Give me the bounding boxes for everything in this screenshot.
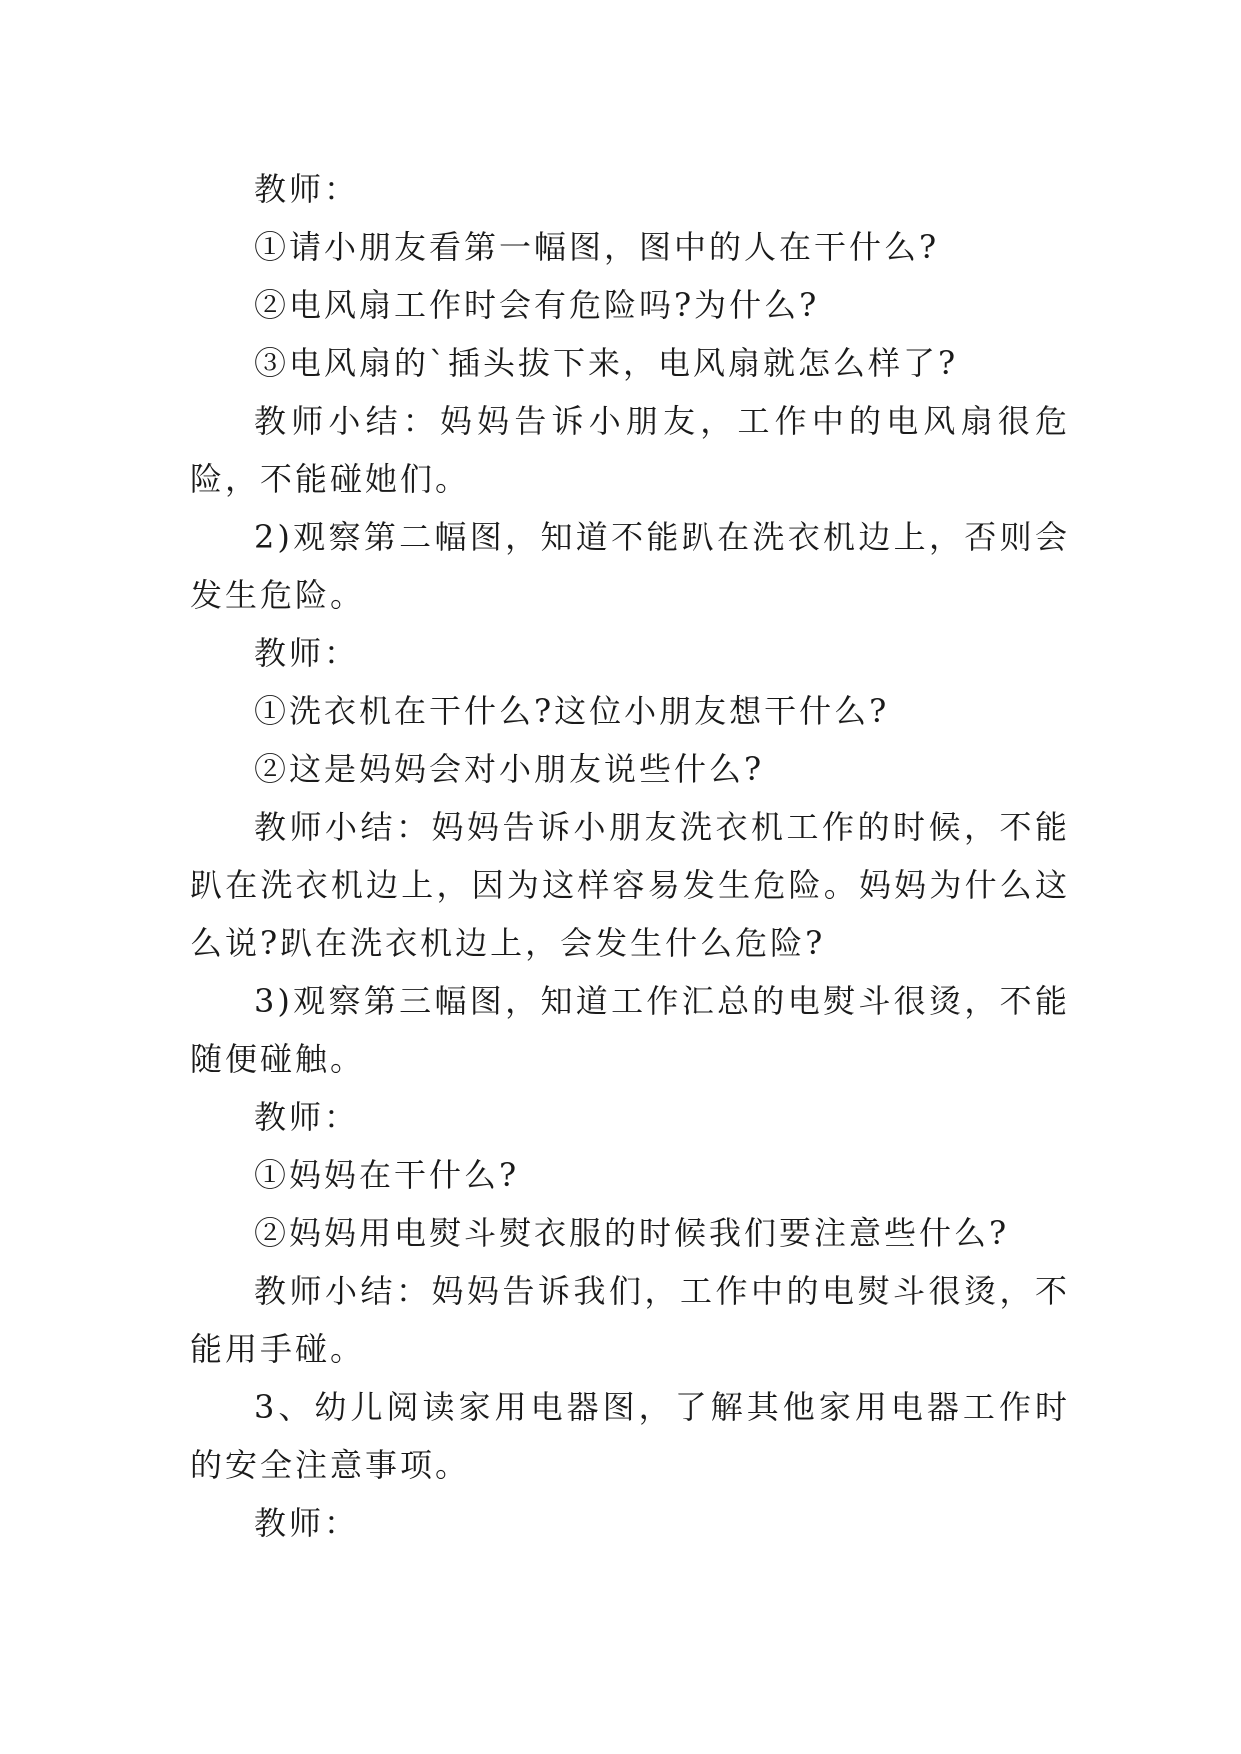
paragraph-teacher-label: 教师： (254, 1098, 360, 1136)
paragraph-teacher-label: 教师： (254, 1504, 360, 1542)
paragraph-question: ①洗衣机在干什么?这位小朋友想干什么? (254, 692, 890, 730)
paragraph-teacher-label: 教师： (254, 170, 360, 208)
paragraph-step: 3)观察第三幅图，知道工作汇总的电熨斗很烫，不能随便碰触。 (190, 982, 1070, 1078)
paragraph-teacher-summary: 教师小结：妈妈告诉我们，工作中的电熨斗很烫，不能用手碰。 (190, 1272, 1070, 1368)
paragraph-question: ②妈妈用电熨斗熨衣服的时候我们要注意些什么? (254, 1214, 1010, 1252)
paragraph-question: ②这是妈妈会对小朋友说些什么? (254, 750, 765, 788)
paragraph-question: ③电风扇的`插头拔下来，电风扇就怎么样了? (254, 344, 959, 382)
paragraph-teacher-label: 教师： (254, 634, 360, 672)
paragraph-teacher-summary: 教师小结：妈妈告诉小朋友洗衣机工作的时候，不能趴在洗衣机边上，因为这样容易发生危险。妈妈为什么这么说?趴在洗衣机边上，会发生什么危险? (190, 808, 1070, 962)
paragraph-teacher-summary: 教师小结：妈妈告诉小朋友，工作中的电风扇很危险，不能碰她们。 (190, 402, 1070, 498)
paragraph-step: 3、幼儿阅读家用电器图，了解其他家用电器工作时的安全注意事项。 (190, 1388, 1070, 1484)
document-body (190, 160, 1070, 1552)
paragraph-question: ①妈妈在干什么? (254, 1156, 520, 1194)
paragraph-question: ②电风扇工作时会有危险吗?为什么? (254, 286, 820, 324)
paragraph-step: 2)观察第二幅图，知道不能趴在洗衣机边上，否则会发生危险。 (190, 518, 1070, 614)
paragraph-question: ①请小朋友看第一幅图，图中的人在干什么? (254, 228, 940, 266)
